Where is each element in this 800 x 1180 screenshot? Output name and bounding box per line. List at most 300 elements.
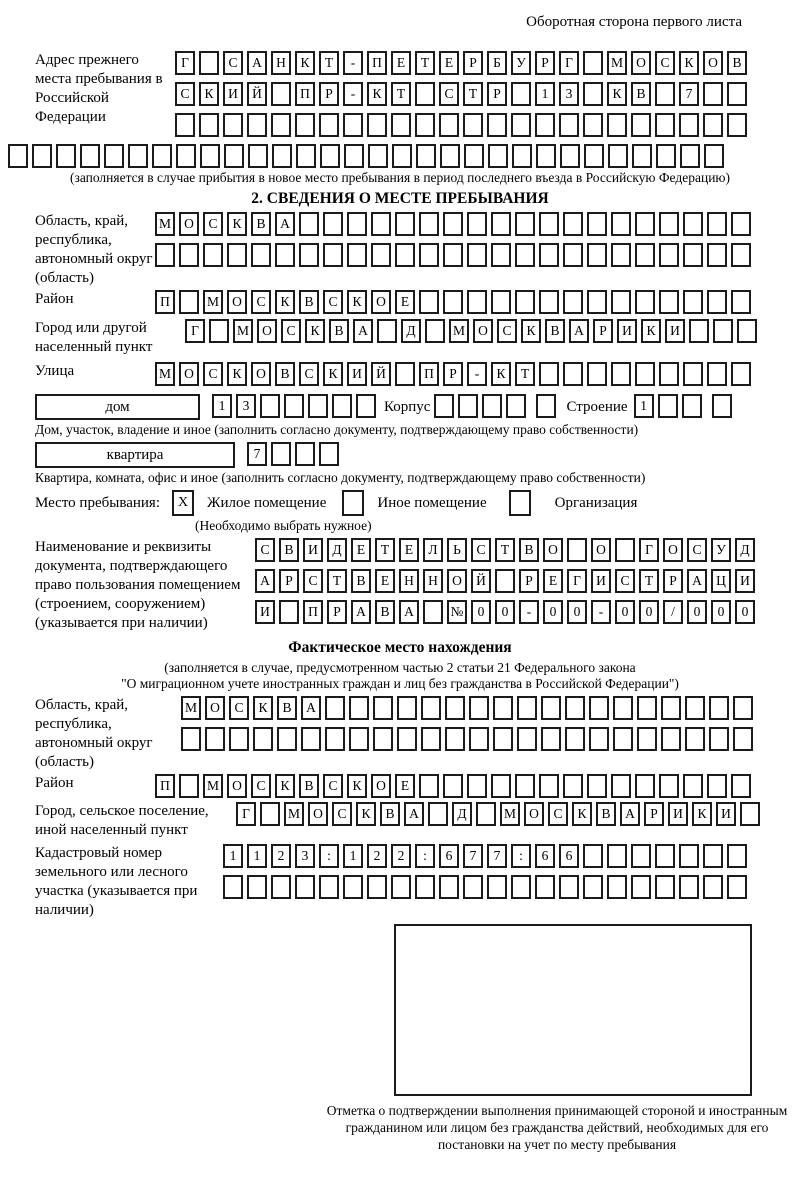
char-cell[interactable] (631, 113, 651, 137)
char-cell[interactable] (683, 774, 703, 798)
char-cell[interactable] (631, 875, 651, 899)
char-cell[interactable]: О (227, 290, 247, 314)
char-cell[interactable] (655, 875, 675, 899)
char-cell[interactable] (247, 875, 267, 899)
char-cell[interactable] (295, 113, 315, 137)
char-cell[interactable] (539, 290, 559, 314)
char-cell[interactable]: О (257, 319, 277, 343)
char-cell[interactable]: И (223, 82, 243, 106)
char-cell[interactable]: С (497, 319, 517, 343)
char-cell[interactable] (707, 243, 727, 267)
char-cell[interactable]: Е (395, 290, 415, 314)
char-cell[interactable]: О (308, 802, 328, 826)
char-cell[interactable] (224, 144, 244, 168)
char-cell[interactable] (515, 212, 535, 236)
char-cell[interactable] (32, 144, 52, 168)
char-cell[interactable] (709, 696, 729, 720)
char-cell[interactable] (443, 243, 463, 267)
char-cell[interactable]: Г (175, 51, 195, 75)
char-cell[interactable] (607, 113, 627, 137)
char-cell[interactable] (563, 362, 583, 386)
char-cell[interactable]: 6 (559, 844, 579, 868)
char-cell[interactable]: Д (401, 319, 421, 343)
char-cell[interactable] (395, 243, 415, 267)
char-cell[interactable]: С (303, 569, 323, 593)
char-cell[interactable]: П (295, 82, 315, 106)
char-cell[interactable] (323, 243, 343, 267)
char-cell[interactable]: Ь (447, 538, 467, 562)
char-cell[interactable] (104, 144, 124, 168)
char-cell[interactable]: Е (391, 51, 411, 75)
char-cell[interactable]: Р (644, 802, 664, 826)
char-cell[interactable] (227, 243, 247, 267)
char-cell[interactable]: 7 (247, 442, 267, 466)
char-cell[interactable] (271, 82, 291, 106)
char-cell[interactable]: Р (519, 569, 539, 593)
char-cell[interactable]: 2 (271, 844, 291, 868)
char-cell[interactable]: 7 (463, 844, 483, 868)
char-cell[interactable]: С (439, 82, 459, 106)
char-cell[interactable] (476, 802, 496, 826)
char-cell[interactable] (458, 394, 478, 418)
char-cell[interactable] (689, 319, 709, 343)
char-cell[interactable] (176, 144, 196, 168)
char-cell[interactable]: 0 (735, 600, 755, 624)
char-cell[interactable]: И (668, 802, 688, 826)
char-cell[interactable]: О (543, 538, 563, 562)
char-cell[interactable] (487, 113, 507, 137)
char-cell[interactable] (199, 113, 219, 137)
char-cell[interactable] (320, 144, 340, 168)
char-cell[interactable] (356, 394, 376, 418)
char-cell[interactable] (679, 844, 699, 868)
char-cell[interactable]: В (596, 802, 616, 826)
char-cell[interactable]: К (356, 802, 376, 826)
char-cell[interactable]: 1 (535, 82, 555, 106)
char-cell[interactable] (415, 875, 435, 899)
char-cell[interactable]: С (655, 51, 675, 75)
char-cell[interactable] (493, 727, 513, 751)
char-cell[interactable]: О (251, 362, 271, 386)
char-cell[interactable]: А (301, 696, 321, 720)
char-cell[interactable] (344, 144, 364, 168)
char-cell[interactable]: А (275, 212, 295, 236)
char-cell[interactable] (707, 362, 727, 386)
char-cell[interactable]: С (687, 538, 707, 562)
char-cell[interactable] (613, 696, 633, 720)
char-cell[interactable]: № (447, 600, 467, 624)
char-cell[interactable]: / (663, 600, 683, 624)
char-cell[interactable] (251, 243, 271, 267)
char-cell[interactable] (491, 290, 511, 314)
char-cell[interactable] (279, 600, 299, 624)
char-cell[interactable] (319, 442, 339, 466)
char-cell[interactable] (539, 362, 559, 386)
char-cell[interactable] (391, 113, 411, 137)
char-cell[interactable]: М (284, 802, 304, 826)
char-cell[interactable] (506, 394, 526, 418)
char-cell[interactable] (584, 144, 604, 168)
char-cell[interactable]: О (447, 569, 467, 593)
char-cell[interactable]: В (351, 569, 371, 593)
char-cell[interactable] (680, 144, 700, 168)
char-cell[interactable]: К (491, 362, 511, 386)
char-cell[interactable]: В (299, 774, 319, 798)
char-cell[interactable] (325, 696, 345, 720)
char-cell[interactable]: А (404, 802, 424, 826)
char-cell[interactable] (284, 394, 304, 418)
char-cell[interactable]: О (473, 319, 493, 343)
char-cell[interactable] (419, 212, 439, 236)
char-cell[interactable] (199, 51, 219, 75)
char-cell[interactable] (535, 875, 555, 899)
char-cell[interactable]: - (591, 600, 611, 624)
char-cell[interactable]: О (591, 538, 611, 562)
char-cell[interactable] (583, 113, 603, 137)
stay-type-checkbox-residential[interactable]: X (172, 490, 194, 516)
char-cell[interactable] (301, 727, 321, 751)
char-cell[interactable]: У (711, 538, 731, 562)
char-cell[interactable]: В (277, 696, 297, 720)
char-cell[interactable]: 6 (535, 844, 555, 868)
char-cell[interactable] (713, 319, 733, 343)
char-cell[interactable] (421, 727, 441, 751)
char-cell[interactable] (635, 774, 655, 798)
char-cell[interactable]: 0 (687, 600, 707, 624)
char-cell[interactable] (607, 875, 627, 899)
char-cell[interactable]: 1 (212, 394, 232, 418)
char-cell[interactable] (332, 394, 352, 418)
char-cell[interactable] (308, 394, 328, 418)
char-cell[interactable] (731, 362, 751, 386)
char-cell[interactable] (367, 113, 387, 137)
char-cell[interactable] (655, 82, 675, 106)
char-cell[interactable]: А (569, 319, 589, 343)
char-cell[interactable]: Р (593, 319, 613, 343)
char-cell[interactable] (373, 727, 393, 751)
char-cell[interactable] (611, 362, 631, 386)
char-cell[interactable]: П (367, 51, 387, 75)
char-cell[interactable]: А (351, 600, 371, 624)
char-cell[interactable] (539, 243, 559, 267)
char-cell[interactable] (635, 212, 655, 236)
char-cell[interactable]: М (449, 319, 469, 343)
char-cell[interactable]: С (229, 696, 249, 720)
char-cell[interactable] (181, 727, 201, 751)
char-cell[interactable]: И (617, 319, 637, 343)
char-cell[interactable]: И (735, 569, 755, 593)
char-cell[interactable]: В (545, 319, 565, 343)
char-cell[interactable] (463, 113, 483, 137)
char-cell[interactable]: О (227, 774, 247, 798)
char-cell[interactable] (395, 212, 415, 236)
char-cell[interactable] (347, 243, 367, 267)
char-cell[interactable]: И (347, 362, 367, 386)
char-cell[interactable] (253, 727, 273, 751)
char-cell[interactable] (587, 774, 607, 798)
char-cell[interactable] (733, 696, 753, 720)
char-cell[interactable]: О (524, 802, 544, 826)
char-cell[interactable] (299, 212, 319, 236)
char-cell[interactable]: Д (452, 802, 472, 826)
char-cell[interactable]: О (179, 362, 199, 386)
char-cell[interactable]: В (380, 802, 400, 826)
char-cell[interactable]: 1 (343, 844, 363, 868)
char-cell[interactable] (371, 243, 391, 267)
char-cell[interactable] (271, 875, 291, 899)
char-cell[interactable] (727, 113, 747, 137)
char-cell[interactable]: О (631, 51, 651, 75)
char-cell[interactable]: С (323, 774, 343, 798)
char-cell[interactable]: И (255, 600, 275, 624)
char-cell[interactable] (323, 212, 343, 236)
char-cell[interactable]: В (299, 290, 319, 314)
char-cell[interactable]: С (255, 538, 275, 562)
char-cell[interactable] (515, 243, 535, 267)
char-cell[interactable]: Р (443, 362, 463, 386)
char-cell[interactable] (731, 243, 751, 267)
char-cell[interactable]: Д (735, 538, 755, 562)
char-cell[interactable] (392, 144, 412, 168)
char-cell[interactable] (325, 727, 345, 751)
char-cell[interactable] (583, 51, 603, 75)
char-cell[interactable]: С (299, 362, 319, 386)
char-cell[interactable] (655, 113, 675, 137)
char-cell[interactable] (467, 212, 487, 236)
char-cell[interactable]: 1 (247, 844, 267, 868)
char-cell[interactable] (511, 82, 531, 106)
char-cell[interactable] (565, 696, 585, 720)
char-cell[interactable] (467, 243, 487, 267)
char-cell[interactable]: Й (371, 362, 391, 386)
char-cell[interactable] (635, 290, 655, 314)
char-cell[interactable]: К (199, 82, 219, 106)
char-cell[interactable] (583, 82, 603, 106)
char-cell[interactable] (635, 362, 655, 386)
char-cell[interactable] (373, 696, 393, 720)
char-cell[interactable]: В (519, 538, 539, 562)
char-cell[interactable] (731, 774, 751, 798)
char-cell[interactable] (464, 144, 484, 168)
char-cell[interactable]: 1 (223, 844, 243, 868)
char-cell[interactable] (319, 113, 339, 137)
char-cell[interactable]: К (305, 319, 325, 343)
char-cell[interactable] (613, 727, 633, 751)
char-cell[interactable]: 0 (711, 600, 731, 624)
char-cell[interactable] (440, 144, 460, 168)
char-cell[interactable]: А (687, 569, 707, 593)
char-cell[interactable] (179, 243, 199, 267)
char-cell[interactable]: К (692, 802, 712, 826)
char-cell[interactable] (295, 442, 315, 466)
char-cell[interactable] (515, 774, 535, 798)
char-cell[interactable] (491, 212, 511, 236)
char-cell[interactable]: Г (567, 569, 587, 593)
char-cell[interactable] (397, 727, 417, 751)
char-cell[interactable]: В (329, 319, 349, 343)
char-cell[interactable]: М (155, 212, 175, 236)
char-cell[interactable] (589, 696, 609, 720)
char-cell[interactable] (683, 212, 703, 236)
char-cell[interactable]: А (353, 319, 373, 343)
char-cell[interactable]: Е (399, 538, 419, 562)
char-cell[interactable] (659, 212, 679, 236)
char-cell[interactable] (296, 144, 316, 168)
char-cell[interactable]: И (665, 319, 685, 343)
char-cell[interactable]: П (155, 290, 175, 314)
char-cell[interactable]: Л (423, 538, 443, 562)
char-cell[interactable] (587, 212, 607, 236)
char-cell[interactable]: М (233, 319, 253, 343)
char-cell[interactable]: О (371, 290, 391, 314)
char-cell[interactable] (635, 243, 655, 267)
char-cell[interactable] (415, 113, 435, 137)
char-cell[interactable] (391, 875, 411, 899)
char-cell[interactable]: Н (399, 569, 419, 593)
char-cell[interactable]: 0 (567, 600, 587, 624)
char-cell[interactable]: Р (463, 51, 483, 75)
char-cell[interactable] (419, 290, 439, 314)
char-cell[interactable]: И (303, 538, 323, 562)
char-cell[interactable]: Д (327, 538, 347, 562)
char-cell[interactable]: М (203, 290, 223, 314)
char-cell[interactable] (712, 394, 732, 418)
char-cell[interactable]: Н (423, 569, 443, 593)
char-cell[interactable] (685, 727, 705, 751)
char-cell[interactable]: 2 (391, 844, 411, 868)
char-cell[interactable]: 7 (679, 82, 699, 106)
char-cell[interactable]: С (203, 362, 223, 386)
char-cell[interactable]: К (253, 696, 273, 720)
char-cell[interactable] (683, 362, 703, 386)
char-cell[interactable]: И (591, 569, 611, 593)
char-cell[interactable] (659, 243, 679, 267)
char-cell[interactable] (155, 243, 175, 267)
char-cell[interactable]: В (275, 362, 295, 386)
char-cell[interactable]: - (467, 362, 487, 386)
char-cell[interactable]: Й (247, 82, 267, 106)
char-cell[interactable] (541, 727, 561, 751)
char-cell[interactable] (425, 319, 445, 343)
char-cell[interactable] (152, 144, 172, 168)
char-cell[interactable]: В (375, 600, 395, 624)
char-cell[interactable]: Р (319, 82, 339, 106)
char-cell[interactable]: 3 (559, 82, 579, 106)
char-cell[interactable] (272, 144, 292, 168)
char-cell[interactable]: А (620, 802, 640, 826)
char-cell[interactable] (439, 113, 459, 137)
char-cell[interactable] (583, 875, 603, 899)
char-cell[interactable]: К (367, 82, 387, 106)
char-cell[interactable] (661, 727, 681, 751)
char-cell[interactable] (517, 696, 537, 720)
char-cell[interactable]: С (251, 290, 271, 314)
char-cell[interactable] (563, 290, 583, 314)
char-cell[interactable] (587, 362, 607, 386)
char-cell[interactable] (704, 144, 724, 168)
char-cell[interactable] (703, 844, 723, 868)
char-cell[interactable] (416, 144, 436, 168)
char-cell[interactable] (631, 844, 651, 868)
char-cell[interactable] (632, 144, 652, 168)
char-cell[interactable] (727, 875, 747, 899)
char-cell[interactable] (209, 319, 229, 343)
char-cell[interactable] (491, 774, 511, 798)
stay-type-checkbox-other[interactable] (342, 490, 364, 516)
char-cell[interactable] (319, 875, 339, 899)
char-cell[interactable]: М (607, 51, 627, 75)
char-cell[interactable] (493, 696, 513, 720)
char-cell[interactable] (539, 774, 559, 798)
char-cell[interactable] (8, 144, 28, 168)
char-cell[interactable]: С (281, 319, 301, 343)
char-cell[interactable] (682, 394, 702, 418)
char-cell[interactable] (445, 696, 465, 720)
char-cell[interactable]: С (251, 774, 271, 798)
char-cell[interactable] (482, 394, 502, 418)
char-cell[interactable]: Р (663, 569, 683, 593)
char-cell[interactable] (563, 212, 583, 236)
char-cell[interactable]: П (419, 362, 439, 386)
char-cell[interactable] (343, 113, 363, 137)
char-cell[interactable]: Н (271, 51, 291, 75)
char-cell[interactable] (295, 875, 315, 899)
char-cell[interactable] (656, 144, 676, 168)
char-cell[interactable]: В (251, 212, 271, 236)
char-cell[interactable]: Г (236, 802, 256, 826)
char-cell[interactable]: Е (351, 538, 371, 562)
char-cell[interactable]: М (155, 362, 175, 386)
char-cell[interactable] (395, 362, 415, 386)
char-cell[interactable]: Р (535, 51, 555, 75)
char-cell[interactable] (469, 727, 489, 751)
char-cell[interactable]: С (548, 802, 568, 826)
char-cell[interactable]: Т (391, 82, 411, 106)
char-cell[interactable] (658, 394, 678, 418)
char-cell[interactable] (559, 113, 579, 137)
char-cell[interactable] (248, 144, 268, 168)
char-cell[interactable] (567, 538, 587, 562)
char-cell[interactable] (541, 696, 561, 720)
char-cell[interactable] (223, 113, 243, 137)
char-cell[interactable]: К (572, 802, 592, 826)
char-cell[interactable]: В (631, 82, 651, 106)
char-cell[interactable]: К (227, 362, 247, 386)
char-cell[interactable] (175, 113, 195, 137)
char-cell[interactable]: 7 (487, 844, 507, 868)
char-cell[interactable]: О (663, 538, 683, 562)
char-cell[interactable]: П (303, 600, 323, 624)
char-cell[interactable]: У (511, 51, 531, 75)
char-cell[interactable] (371, 212, 391, 236)
char-cell[interactable] (434, 394, 454, 418)
char-cell[interactable] (443, 774, 463, 798)
char-cell[interactable] (637, 696, 657, 720)
char-cell[interactable] (587, 290, 607, 314)
char-cell[interactable]: К (521, 319, 541, 343)
char-cell[interactable] (275, 243, 295, 267)
char-cell[interactable]: Р (487, 82, 507, 106)
char-cell[interactable] (445, 727, 465, 751)
char-cell[interactable]: К (679, 51, 699, 75)
char-cell[interactable] (419, 774, 439, 798)
char-cell[interactable]: Т (415, 51, 435, 75)
char-cell[interactable] (563, 243, 583, 267)
char-cell[interactable] (731, 290, 751, 314)
char-cell[interactable]: К (347, 290, 367, 314)
char-cell[interactable] (367, 875, 387, 899)
char-cell[interactable]: О (371, 774, 391, 798)
